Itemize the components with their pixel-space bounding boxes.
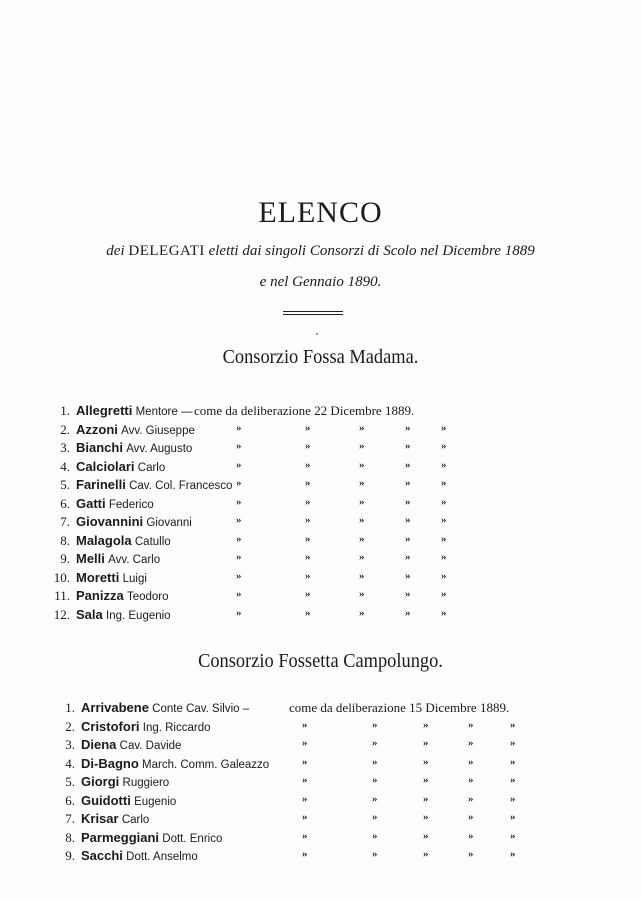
ditto-mark: » — [305, 440, 311, 452]
ditto-mark: » — [236, 458, 242, 471]
ditto-mark: » — [302, 755, 308, 768]
list-item — [0, 403, 641, 421]
delegate-surname: Di-Bagno — [81, 755, 139, 771]
ditto-mark: » — [423, 811, 429, 823]
delegate-given-name: Cav. Col. Francesco — [129, 480, 233, 492]
ditto-mark: » — [441, 458, 447, 471]
entry-number: 12. — [53, 606, 70, 622]
delegate-given-name: Ing. Riccardo — [142, 721, 211, 734]
entry-number: 9. — [60, 551, 70, 566]
delegate-given-name: Eugenio — [134, 795, 177, 808]
subtitle-rest: eletti dai singoli Consorzi di Scolo nel Dicembre 1889 — [204, 243, 535, 259]
ditto-mark: » — [441, 440, 447, 452]
list-item — [0, 607, 641, 625]
ditto-mark: » — [359, 458, 365, 471]
delegate-surname: Gatti — [76, 495, 106, 511]
ditto-mark: » — [359, 421, 365, 434]
ditto-mark: » — [236, 495, 242, 508]
list-item — [0, 700, 641, 718]
double-rule-divider — [283, 311, 343, 315]
ditto-mark: » — [405, 606, 411, 619]
entry-number: 3. — [65, 737, 75, 752]
ditto-mark: » — [441, 569, 447, 582]
delegate-surname: Calciolari — [76, 458, 135, 474]
ditto-mark: » — [510, 811, 516, 823]
ditto-mark: » — [236, 421, 242, 434]
delegate-surname: Krisar — [81, 811, 119, 826]
delegate-given-name: Giovanni — [146, 517, 192, 529]
ditto-mark: » — [510, 829, 516, 842]
ditto-mark: » — [405, 477, 411, 489]
ditto-mark: » — [372, 848, 378, 860]
delegate-given-name: Cav. Davide — [119, 740, 182, 752]
entry-number: 5. — [65, 774, 75, 789]
delegate-surname: Moretti — [76, 569, 120, 585]
delegate-surname: Sacchi — [81, 848, 123, 863]
ditto-mark: » — [359, 440, 365, 452]
ditto-mark: » — [405, 458, 411, 471]
ditto-mark: » — [423, 755, 429, 768]
ditto-mark: » — [372, 718, 378, 731]
list-item — [0, 793, 641, 811]
ditto-mark: » — [441, 514, 447, 526]
ditto-mark: » — [441, 477, 447, 489]
ditto-mark: » — [405, 421, 411, 434]
delegate-given-name: Teodoro — [126, 591, 169, 603]
ditto-mark: » — [236, 477, 242, 489]
print-speck — [316, 333, 318, 335]
ditto-mark: » — [468, 718, 474, 731]
ditto-mark: » — [405, 440, 411, 452]
entry-number: 8. — [65, 829, 75, 845]
list-item — [0, 774, 641, 792]
list-item — [0, 514, 641, 532]
delegate-given-name: March. Comm. Galeazzo — [142, 758, 270, 771]
ditto-mark: » — [236, 532, 242, 545]
ditto-mark: » — [423, 718, 429, 731]
delegate-surname: Diena — [81, 737, 117, 752]
list-item — [0, 477, 641, 495]
entry-number: 10. — [53, 569, 70, 585]
subtitle-line-1 — [0, 243, 641, 260]
delegate-given-name: Ruggiero — [122, 777, 170, 789]
ditto-mark: » — [423, 774, 429, 786]
list-item — [0, 756, 641, 774]
ditto-mark: » — [468, 774, 474, 786]
delegate-given-name: Avv. Augusto — [126, 443, 193, 455]
ditto-mark: » — [236, 551, 242, 563]
list-item — [0, 533, 641, 551]
ditto-mark: » — [359, 532, 365, 545]
ditto-mark: » — [359, 495, 365, 508]
delegate-surname: Malagola — [76, 532, 132, 548]
delegate-surname: Melli — [76, 551, 105, 566]
ditto-mark: » — [510, 737, 516, 749]
list-item — [0, 440, 641, 458]
entry-number: 8. — [60, 532, 70, 548]
section-title-fossa-madama: Consorzio Fossa Madama. — [222, 346, 419, 368]
ditto-mark: » — [359, 477, 365, 489]
ditto-mark: » — [372, 829, 378, 842]
delegate-given-name: Conte Cav. Silvio – — [152, 703, 250, 715]
ditto-mark: » — [510, 792, 516, 805]
ditto-mark: » — [305, 421, 311, 434]
ditto-mark: » — [236, 514, 242, 526]
ditto-mark: » — [405, 551, 411, 563]
list-item — [0, 422, 641, 440]
ditto-mark: » — [510, 718, 516, 731]
ditto-mark: » — [372, 811, 378, 823]
delegate-surname: Allegretti — [76, 403, 133, 418]
ditto-mark: » — [305, 551, 311, 563]
entry-number: 4. — [60, 458, 70, 474]
section-title-fossetta-campolungo: Consorzio Fossetta Campolungo. — [198, 650, 443, 672]
ditto-mark: » — [302, 737, 308, 749]
ditto-mark: » — [372, 774, 378, 786]
ditto-mark: » — [302, 848, 308, 860]
delegate-given-name: Luigi — [122, 572, 147, 585]
ditto-mark: » — [468, 829, 474, 842]
entry-number: 11. — [54, 588, 70, 603]
ditto-mark: » — [468, 737, 474, 749]
ditto-mark: » — [359, 514, 365, 526]
subtitle-line-2: e nel Gennaio 1890. — [259, 274, 382, 290]
ditto-mark: » — [405, 532, 411, 545]
list-item — [0, 719, 641, 737]
ditto-mark: » — [405, 569, 411, 582]
list-item — [0, 830, 641, 848]
ditto-mark: » — [302, 718, 308, 731]
ditto-mark: » — [305, 588, 311, 600]
ditto-mark: » — [305, 514, 311, 526]
delegate-given-name: Carlo — [121, 814, 150, 826]
ditto-mark: » — [405, 495, 411, 508]
ditto-mark: » — [510, 755, 516, 768]
delegate-given-name: Ing. Eugenio — [106, 609, 171, 622]
ditto-mark: » — [372, 737, 378, 749]
delegate-given-name: Carlo — [137, 461, 166, 474]
ditto-mark: » — [236, 440, 242, 452]
ditto-mark: » — [305, 495, 311, 508]
list-item — [0, 848, 641, 866]
list-item — [0, 459, 641, 477]
delegate-surname: Arrivabene — [81, 700, 149, 715]
entry-number: 9. — [65, 848, 75, 863]
ditto-mark: » — [359, 569, 365, 582]
delegate-given-name: Avv. Giuseppe — [121, 424, 195, 437]
delegate-surname: Panizza — [76, 588, 124, 603]
ditto-mark: » — [305, 606, 311, 619]
ditto-mark: » — [236, 606, 242, 619]
ditto-mark: » — [423, 829, 429, 842]
ditto-mark: » — [441, 588, 447, 600]
ditto-mark: » — [359, 606, 365, 619]
entry-number: 1. — [65, 700, 75, 715]
list-item — [0, 588, 641, 606]
delegate-surname: Guidotti — [81, 792, 131, 808]
ditto-mark: » — [359, 551, 365, 563]
delegate-given-name: Avv. Carlo — [108, 554, 161, 566]
entry-number: 4. — [65, 755, 75, 771]
ditto-mark: » — [305, 569, 311, 582]
ditto-mark: » — [302, 774, 308, 786]
delegate-surname: Bianchi — [76, 440, 123, 455]
ditto-mark: » — [423, 737, 429, 749]
ditto-mark: » — [423, 848, 429, 860]
delegate-surname: Parmeggiani — [81, 829, 160, 845]
delegate-given-name: Catullo — [134, 535, 171, 548]
entry-number: 2. — [60, 421, 70, 437]
ditto-mark: » — [305, 532, 311, 545]
delegate-given-name: Federico — [108, 498, 154, 511]
ditto-mark: » — [302, 811, 308, 823]
ditto-mark: » — [441, 495, 447, 508]
ditto-mark: » — [302, 792, 308, 805]
subtitle-delegati: DELEGATI — [128, 243, 205, 259]
entry-number: 3. — [60, 440, 70, 455]
ditto-mark: » — [423, 792, 429, 805]
list-item — [0, 570, 641, 588]
ditto-mark: » — [372, 792, 378, 805]
delegate-surname: Azzoni — [76, 421, 118, 437]
entry-number: 6. — [65, 792, 75, 808]
ditto-mark: » — [441, 532, 447, 545]
delegate-surname: Giorgi — [81, 774, 120, 789]
ditto-mark: » — [510, 774, 516, 786]
ditto-mark: » — [468, 848, 474, 860]
delegate-surname: Cristofori — [81, 718, 140, 734]
ditto-mark: » — [305, 458, 311, 471]
ditto-mark: » — [302, 829, 308, 842]
delegate-given-name: Mentore — — [135, 406, 193, 418]
delegate-surname: Sala — [76, 606, 103, 622]
ditto-mark: » — [510, 848, 516, 860]
list-item — [0, 737, 641, 755]
ditto-mark: » — [468, 811, 474, 823]
list-item — [0, 811, 641, 829]
delegate-surname: Giovannini — [76, 514, 144, 529]
entry-number: 2. — [65, 718, 75, 734]
ditto-mark: » — [441, 606, 447, 619]
ditto-mark: » — [468, 792, 474, 805]
ditto-mark: » — [441, 551, 447, 563]
page-title: ELENCO — [258, 196, 383, 229]
ditto-mark: » — [359, 588, 365, 600]
list-item — [0, 551, 641, 569]
ditto-mark: » — [405, 514, 411, 526]
ditto-mark: » — [468, 755, 474, 768]
ditto-mark: » — [441, 421, 447, 434]
deliberation-note: come da deliberazione 22 Dicembre 1889. — [194, 403, 415, 418]
deliberation-note: come da deliberazione 15 Dicembre 1889. — [289, 700, 510, 715]
subtitle-pre: dei — [106, 243, 129, 259]
ditto-mark: » — [405, 588, 411, 600]
entry-number: 5. — [60, 477, 70, 492]
entry-number: 7. — [60, 514, 70, 529]
entry-number: 6. — [60, 495, 70, 511]
delegate-given-name: Dott. Anselmo — [126, 851, 198, 863]
list-item — [0, 496, 641, 514]
entry-number: 7. — [65, 811, 75, 826]
ditto-mark: » — [372, 755, 378, 768]
delegate-given-name: Dott. Enrico — [162, 832, 223, 845]
ditto-mark: » — [236, 569, 242, 582]
ditto-mark: » — [305, 477, 311, 489]
delegate-surname: Farinelli — [76, 477, 126, 492]
ditto-mark: » — [236, 588, 242, 600]
entry-number: 1. — [60, 403, 70, 418]
